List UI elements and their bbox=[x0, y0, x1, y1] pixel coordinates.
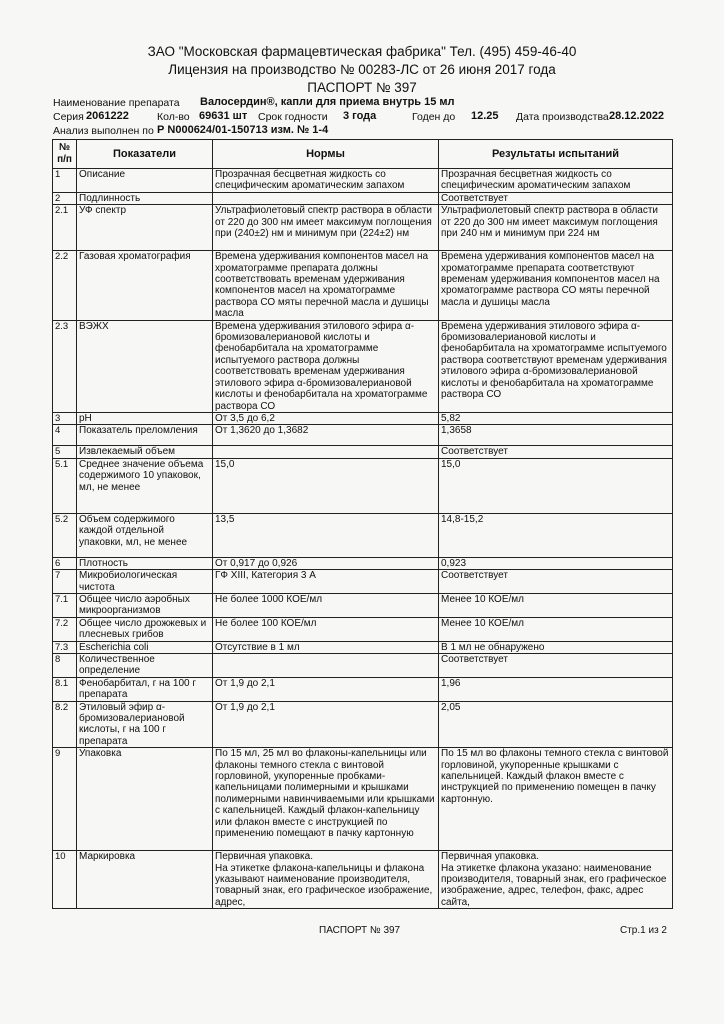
row-norm: От 3,5 до 6,2 bbox=[213, 412, 439, 424]
table-row bbox=[53, 851, 673, 909]
row-indicator: Описание bbox=[77, 169, 213, 193]
row-result: По 15 мл во флаконы темного стекла с винтовой горловиной, укупоренные крышками с капельницей. Каждый флакон вместе с инструкцией по применению помещен в пачку картонную. bbox=[439, 748, 673, 851]
row-indicator: Упаковка bbox=[77, 748, 213, 851]
row-indicator: Фенобарбитал, г на 100 г препарата bbox=[77, 677, 213, 701]
row-result: Времена удерживания этилового эфира α-бромизовалериановой кислоты и фенобарбитала на хроматограмме испытуемого раствора соответствуют временам удерживания этилового эфира α-бромизовалериановой кислоты и фенобарбитала на хроматограмме раствора СО bbox=[439, 320, 673, 412]
row-number: 7 bbox=[53, 570, 77, 594]
table-row bbox=[53, 412, 673, 424]
row-number: 7.3 bbox=[53, 641, 77, 653]
row-number: 5 bbox=[53, 446, 77, 458]
row-norm: Времена удерживания этилового эфира α-бромизовалериановой кислоты и фенобарбитала на хроматограмме испытуемого раствора должны соответствовать временам удерживания этилового эфира α-бромизовалериановой кислоты и фенобарбитала на хроматограмме раствора СО bbox=[213, 320, 439, 412]
row-number: 2.1 bbox=[53, 205, 77, 251]
row-number: 7.1 bbox=[53, 593, 77, 617]
series-label: Серия bbox=[53, 111, 84, 123]
row-indicator: Количественное определение bbox=[77, 653, 213, 677]
row-indicator: Маркировка bbox=[77, 851, 213, 909]
table-row bbox=[53, 205, 673, 251]
row-result: 1,96 bbox=[439, 677, 673, 701]
row-result: Прозрачная бесцветная жидкость со специфическим ароматическим запахом bbox=[439, 169, 673, 193]
shelf-life-label: Срок годности bbox=[258, 111, 328, 123]
valid-until-label: Годен до bbox=[412, 111, 456, 123]
row-number: 4 bbox=[53, 425, 77, 446]
quantity-label: Кол-во bbox=[157, 111, 190, 123]
row-norm: От 1,3620 до 1,3682 bbox=[213, 425, 439, 446]
row-number: 2.2 bbox=[53, 251, 77, 320]
row-result: Менее 10 КОЕ/мл bbox=[439, 593, 673, 617]
row-indicator: Escherichia coli bbox=[77, 641, 213, 653]
row-indicator: Газовая хроматография bbox=[77, 251, 213, 320]
series-value: 2061222 bbox=[86, 110, 129, 122]
test-results-table bbox=[52, 139, 673, 909]
table-row bbox=[53, 641, 673, 653]
row-number: 5.2 bbox=[53, 513, 77, 557]
row-norm: Прозрачная бесцветная жидкость со специфическим ароматическим запахом bbox=[213, 169, 439, 193]
row-result: 1,3658 bbox=[439, 425, 673, 446]
row-result: Соответствует bbox=[439, 192, 673, 204]
table-row bbox=[53, 557, 673, 569]
row-norm: От 0,917 до 0,926 bbox=[213, 557, 439, 569]
row-indicator: ВЭЖХ bbox=[77, 320, 213, 412]
table-row bbox=[53, 513, 673, 557]
row-indicator: УФ спектр bbox=[77, 205, 213, 251]
table-row bbox=[53, 169, 673, 193]
row-result: Менее 10 КОЕ/мл bbox=[439, 617, 673, 641]
table-row bbox=[53, 446, 673, 458]
row-number: 8 bbox=[53, 653, 77, 677]
row-number: 2 bbox=[53, 192, 77, 204]
shelf-life-value: 3 года bbox=[343, 110, 377, 122]
license-line: Лицензия на производство № 00283-ЛС от 26 июня 2017 года bbox=[168, 62, 556, 77]
row-number: 2.3 bbox=[53, 320, 77, 412]
row-norm: Ультрафиолетовый спектр раствора в области от 220 до 300 нм имеет максимум поглощения при (240±2) нм и минимум при (224±2) нм bbox=[213, 205, 439, 251]
production-date-value: 28.12.2022 bbox=[609, 110, 665, 122]
row-number: 3 bbox=[53, 412, 77, 424]
row-norm: 13,5 bbox=[213, 513, 439, 557]
document-title: ПАСПОРТ № 397 bbox=[307, 80, 417, 95]
table-row bbox=[53, 593, 673, 617]
row-result: Соответствует bbox=[439, 570, 673, 594]
row-result: 0,923 bbox=[439, 557, 673, 569]
table-header-row bbox=[53, 140, 673, 169]
row-number: 10 bbox=[53, 851, 77, 909]
analysis-label: Анализ выполнен по bbox=[53, 125, 154, 137]
row-norm: Не более 1000 КОЕ/мл bbox=[213, 593, 439, 617]
row-result: Соответствует bbox=[439, 653, 673, 677]
row-result: В 1 мл не обнаружено bbox=[439, 641, 673, 653]
footer-passport-number: ПАСПОРТ № 397 bbox=[319, 925, 401, 936]
row-norm: От 1,9 до 2,1 bbox=[213, 701, 439, 748]
row-indicator: Плотность bbox=[77, 557, 213, 569]
row-result: 14,8-15,2 bbox=[439, 513, 673, 557]
drug-name-value: Валосердин®, капли для приема внутрь 15 мл bbox=[200, 96, 455, 108]
row-indicator: Подлинность bbox=[77, 192, 213, 204]
row-norm: Времена удерживания компонентов масел на хроматограмме препарата должны соответствовать временам удерживания компонентов масел на хроматограмме раствора СО мяты перечной масла и душицы масла bbox=[213, 251, 439, 320]
row-indicator: Общее число аэробных микроорганизмов bbox=[77, 593, 213, 617]
table-row bbox=[53, 617, 673, 641]
table-row bbox=[53, 748, 673, 851]
quantity-value: 69631 шт bbox=[199, 110, 248, 122]
production-date-label: Дата производства bbox=[516, 111, 609, 123]
row-number: 5.1 bbox=[53, 458, 77, 513]
row-norm bbox=[213, 446, 439, 458]
header-indicators: Показатели bbox=[77, 140, 213, 169]
row-result: 5,82 bbox=[439, 412, 673, 424]
row-norm bbox=[213, 653, 439, 677]
analysis-value: Р N000624/01-150713 изм. № 1-4 bbox=[157, 124, 329, 136]
row-indicator: Микробиологическая чистота bbox=[77, 570, 213, 594]
row-indicator: pH bbox=[77, 412, 213, 424]
row-indicator: Извлекаемый объем bbox=[77, 446, 213, 458]
header-results: Результаты испытаний bbox=[439, 140, 673, 169]
row-result: Ультрафиолетовый спектр раствора в области от 220 до 300 нм имеет максимум поглощения при 240 нм и минимум при 224 нм bbox=[439, 205, 673, 251]
table-row bbox=[53, 653, 673, 677]
row-norm: По 15 мл, 25 мл во флаконы-капельницы или флаконы темного стекла с винтовой горловиной, укупоренные пробками-капельницами полимерными и крышками полимерными навинчиваемыми или крышками с капельницей. Каждый флакон-капельницу или флакон вместе с инструкцией по применению помещают в пачку картонную bbox=[213, 748, 439, 851]
row-number: 6 bbox=[53, 557, 77, 569]
row-result: 2,05 bbox=[439, 701, 673, 748]
header-norms: Нормы bbox=[213, 140, 439, 169]
footer-page-number: Стр.1 из 2 bbox=[620, 925, 667, 936]
company-line: ЗАО "Московская фармацевтическая фабрика" Тел. (495) 459-46-40 bbox=[147, 44, 577, 59]
row-result: 15,0 bbox=[439, 458, 673, 513]
row-indicator: Показатель преломления bbox=[77, 425, 213, 446]
table-row bbox=[53, 677, 673, 701]
drug-name-label: Наименование препарата bbox=[53, 97, 180, 109]
row-indicator: Среднее значение объема содержимого 10 упаковок, мл, не менее bbox=[77, 458, 213, 513]
row-norm: Не более 100 КОЕ/мл bbox=[213, 617, 439, 641]
row-number: 1 bbox=[53, 169, 77, 193]
row-indicator: Этиловый эфир α-бромизовалериановой кислоты, г на 100 г препарата bbox=[77, 701, 213, 748]
row-norm: Отсутствие в 1 мл bbox=[213, 641, 439, 653]
table-row bbox=[53, 458, 673, 513]
row-number: 9 bbox=[53, 748, 77, 851]
row-norm: Первичная упаковка. На этикетке флакона-капельницы и флакона указывают наименование производителя, товарный знак, его графическое изображение, адрес, bbox=[213, 851, 439, 909]
row-norm: 15,0 bbox=[213, 458, 439, 513]
row-norm: ГФ XIII, Категория 3 А bbox=[213, 570, 439, 594]
table-row bbox=[53, 701, 673, 748]
row-result: Соответствует bbox=[439, 446, 673, 458]
row-number: 8.1 bbox=[53, 677, 77, 701]
row-indicator: Общее число дрожжевых и плесневых грибов bbox=[77, 617, 213, 641]
row-number: 7.2 bbox=[53, 617, 77, 641]
row-norm: От 1,9 до 2,1 bbox=[213, 677, 439, 701]
header-number: № п/п bbox=[53, 140, 77, 169]
table-row bbox=[53, 425, 673, 446]
row-indicator: Объем содержимого каждой отдельной упаковки, мл, не менее bbox=[77, 513, 213, 557]
table-row bbox=[53, 320, 673, 412]
table-row bbox=[53, 251, 673, 320]
row-result: Первичная упаковка. На этикетке флакона указано: наименование производителя, товарный знак, его графическое изображение, адрес, телефон, факс, адрес сайта, bbox=[439, 851, 673, 909]
valid-until-value: 12.25 bbox=[471, 110, 499, 122]
table-row bbox=[53, 570, 673, 594]
row-number: 8.2 bbox=[53, 701, 77, 748]
row-norm bbox=[213, 192, 439, 204]
row-result: Времена удерживания компонентов масел на хроматограмме препарата соответствуют временам удерживания компонентов масел на хроматограмме раствора СО мяты перечной масла и душицы масла bbox=[439, 251, 673, 320]
table-row bbox=[53, 192, 673, 204]
